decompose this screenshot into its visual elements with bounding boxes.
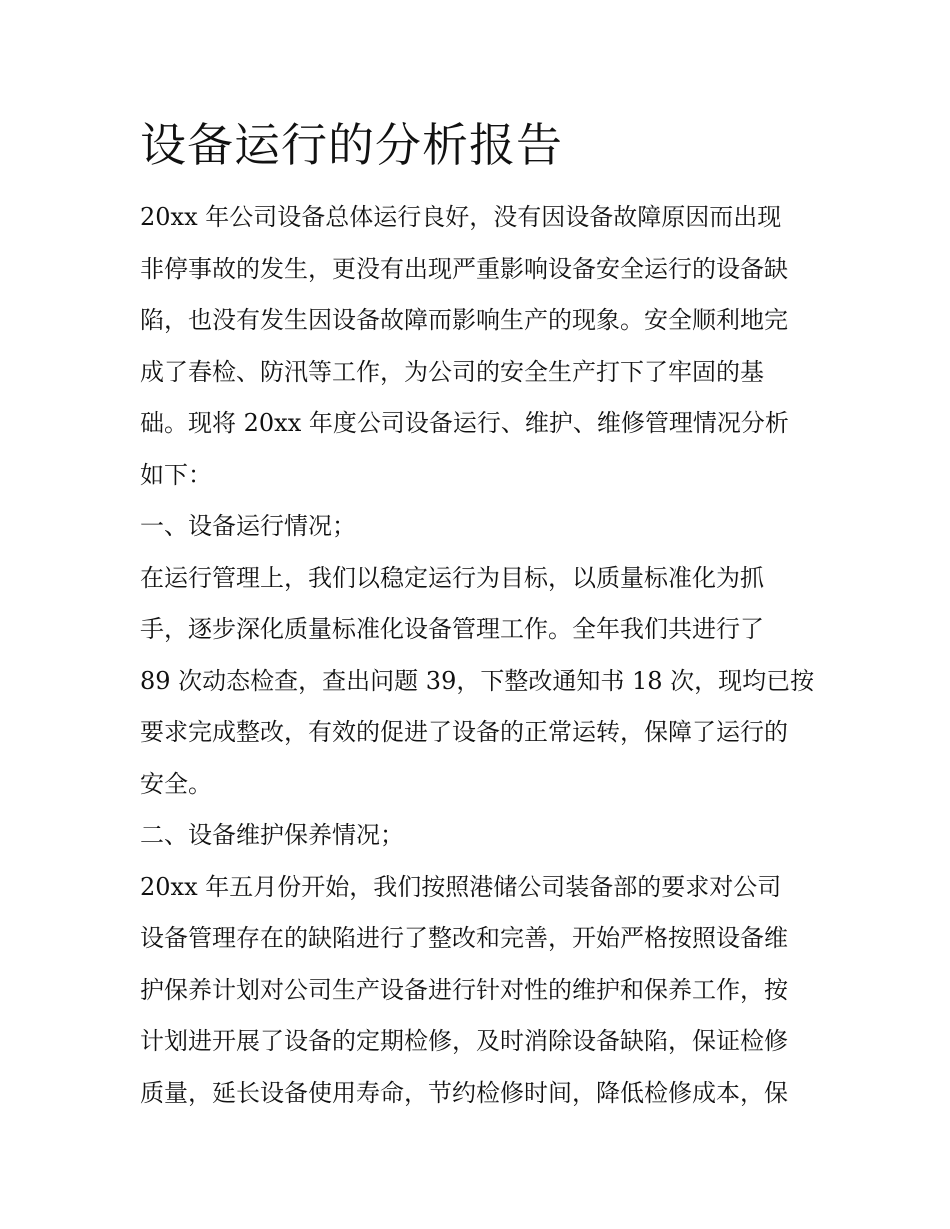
document-page [140, 110, 820, 1119]
section-heading-2: 二、设备维护保养情况； [140, 821, 404, 849]
text-line: 要求完成整改，有效的促进了设备的正常运转，保障了运行的 [140, 718, 788, 746]
text-line: 设备管理存在的缺陷进行了整改和完善，开始严格按照设备维 [140, 924, 788, 952]
text-line: 础。现将 20xx 年度公司设备运行、维护、维修管理情况分析 [140, 409, 789, 437]
text-line: 安全。 [140, 769, 212, 798]
text-line: 质量，延长设备使用寿命，节约检修时间，降低检修成本，保 [140, 1078, 788, 1107]
body-text [140, 192, 820, 1119]
text-line: 20xx 年五月份开始，我们按照港储公司装备部的要求对公司 [140, 872, 782, 901]
text-line: 在运行管理上，我们以稳定运行为目标，以质量标准化为抓 [140, 563, 764, 592]
text-line: 如下： [140, 460, 212, 489]
text-line: 非停事故的发生，更没有出现严重影响设备安全运行的设备缺 [140, 254, 788, 283]
text-line: 89 次动态检查，查出问题 39，下整改通知书 18 次，现均已按 [140, 666, 815, 695]
text-line: 计划进开展了设备的定期检修，及时消除设备缺陷，保证检修 [140, 1027, 788, 1055]
text-line: 成了春检、防汛等工作，为公司的安全生产打下了牢固的基 [140, 357, 764, 386]
section-heading-1: 一、设备运行情况； [140, 512, 356, 540]
text-line: 20xx 年公司设备总体运行良好，没有因设备故障原因而出现 [140, 203, 782, 231]
text-line: 护保养计划对公司生产设备进行针对性的维护和保养工作，按 [140, 975, 788, 1004]
text-line: 手，逐步深化质量标准化设备管理工作。全年我们共进行了 [140, 615, 764, 643]
page-title: 设备运行的分析报告 [140, 118, 563, 172]
text-line: 陷，也没有发生因设备故障而影响生产的现象。安全顺利地完 [140, 306, 788, 334]
